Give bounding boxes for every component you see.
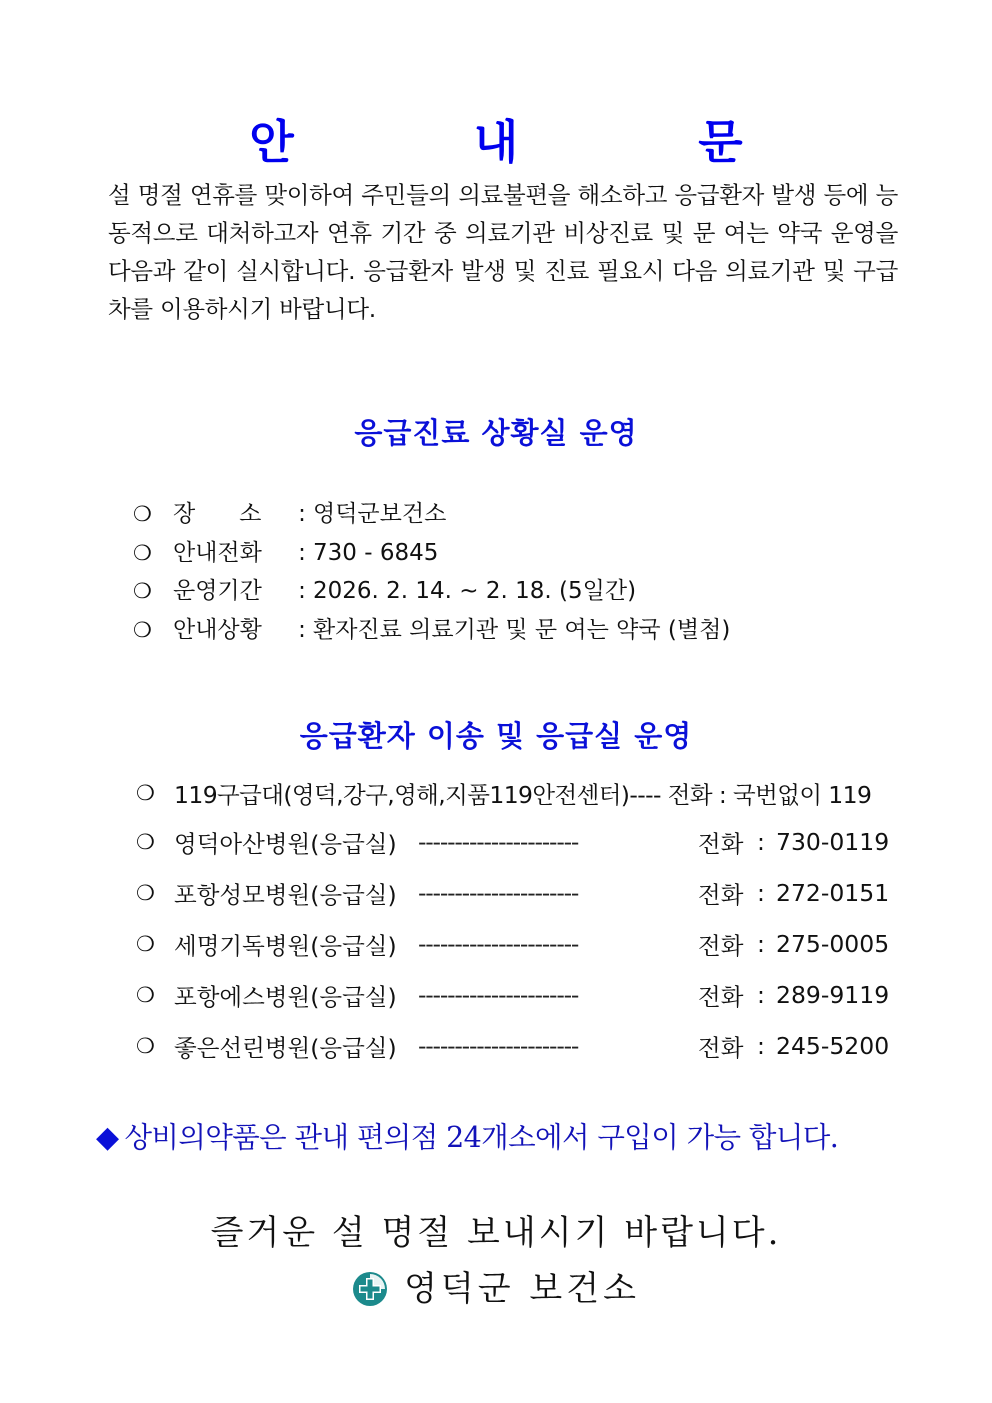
circle-bullet-icon: ❍	[136, 982, 155, 1007]
dash-leader: ----------------------	[418, 878, 579, 907]
signature	[0, 1264, 992, 1314]
phone-label: 전화	[698, 982, 744, 1011]
otc-medicine-notice	[96, 1116, 906, 1160]
hospital-item	[136, 816, 896, 867]
ops-label: 안내전화	[173, 539, 262, 566]
ops-item-phone	[133, 534, 893, 573]
circle-bullet-icon: ❍	[136, 931, 155, 956]
phone-label: 전화	[698, 1033, 744, 1062]
phone-separator: :	[757, 1031, 765, 1060]
diamond-icon: ◆	[96, 1120, 119, 1155]
phone-label: 전화	[698, 829, 744, 858]
hospital-name: 영덕아산병원(응급실)	[174, 829, 397, 858]
hospital-item	[136, 1020, 896, 1071]
phone-separator: :	[757, 878, 765, 907]
page-title: 안 내 문	[249, 115, 825, 169]
phone-label: 전화	[698, 880, 744, 909]
circle-bullet-icon: ❍	[133, 540, 152, 565]
hospital-phone: 275-0005	[776, 929, 890, 958]
section-heading-emergency-ops: 응급진료 상황실 운영	[354, 416, 638, 450]
hospital-name: 좋은선린병원(응급실)	[174, 1033, 397, 1062]
hospital-phone: 272-0151	[776, 878, 890, 907]
hospital-name: 세명기독병원(응급실)	[174, 931, 397, 960]
circle-bullet-icon: ❍	[136, 829, 155, 854]
ops-label: 장 소	[173, 501, 262, 527]
phone-separator: :	[757, 980, 765, 1009]
emergency-ops-list	[133, 495, 893, 649]
hospital-item	[136, 867, 896, 918]
ops-value: 2026. 2. 14. ~ 2. 18. (5일간)	[313, 578, 637, 604]
circle-bullet-icon: ❍	[133, 502, 152, 526]
ambulance-text: 119구급대(영덕,강구,영해,지품119안전센터)---- 전화 : 국번없이 119	[174, 781, 872, 809]
ops-value: 730 - 6845	[313, 539, 439, 566]
notice-text: 상비의약품은 관내 편의점 24개소에서 구입이 가능 합니다.	[124, 1121, 839, 1154]
ops-label: 운영기간	[173, 578, 262, 604]
hospital-phone: 245-5200	[776, 1031, 890, 1060]
closing-greeting: 즐거운 설 명절 보내시기 바랍니다.	[210, 1213, 782, 1253]
dash-leader: ----------------------	[418, 980, 579, 1009]
circle-bullet-icon: ❍	[133, 579, 152, 603]
ops-item-info	[133, 611, 893, 650]
health-center-logo-icon	[352, 1271, 388, 1307]
ops-separator: :	[298, 578, 306, 604]
circle-bullet-icon: ❍	[136, 880, 155, 905]
ops-label: 안내상황	[173, 616, 262, 643]
dash-leader: ----------------------	[418, 827, 579, 856]
ops-separator: :	[298, 539, 306, 566]
intro-paragraph: 설 명절 연휴를 맞이하여 주민들의 의료불편을 해소하고 응급환자 발생 등에 능동적으로 대처하고자 연휴 기간 중 의료기관 비상진료 및 문 여는 약국 운영을 다음과 같이 실시합니다. 응급환자 발생 및 진료 필요시 다음 의료기관 및 구급차를 이용하시기 바랍니다.	[108, 181, 898, 323]
ops-item-location	[133, 495, 893, 534]
dash-leader: ----------------------	[418, 929, 579, 958]
ops-item-period	[133, 572, 893, 611]
hospital-item	[136, 969, 896, 1020]
hospital-item	[136, 918, 896, 969]
hospital-name: 포항에스병원(응급실)	[174, 982, 397, 1011]
phone-label: 전화	[698, 931, 744, 960]
ops-value: 영덕군보건소	[313, 501, 447, 527]
hospital-phone: 730-0119	[776, 827, 890, 856]
ops-value: 환자진료 의료기관 및 문 여는 약국 (별첨)	[313, 616, 731, 643]
circle-bullet-icon: ❍	[133, 617, 152, 642]
dash-leader: ----------------------	[418, 1031, 579, 1060]
circle-bullet-icon: ❍	[136, 1033, 155, 1058]
ops-separator: :	[298, 616, 306, 643]
hospital-phone: 289-9119	[776, 980, 890, 1009]
ambulance-item	[136, 770, 896, 816]
phone-separator: :	[757, 827, 765, 856]
ops-separator: :	[298, 501, 306, 527]
phone-separator: :	[757, 929, 765, 958]
organization-name: 영덕군 보건소	[404, 1269, 640, 1309]
hospital-name: 포항성모병원(응급실)	[174, 880, 397, 909]
circle-bullet-icon: ❍	[136, 781, 155, 805]
section-heading-transport: 응급환자 이송 및 응급실 운영	[299, 719, 693, 753]
hospital-list	[136, 770, 896, 1071]
